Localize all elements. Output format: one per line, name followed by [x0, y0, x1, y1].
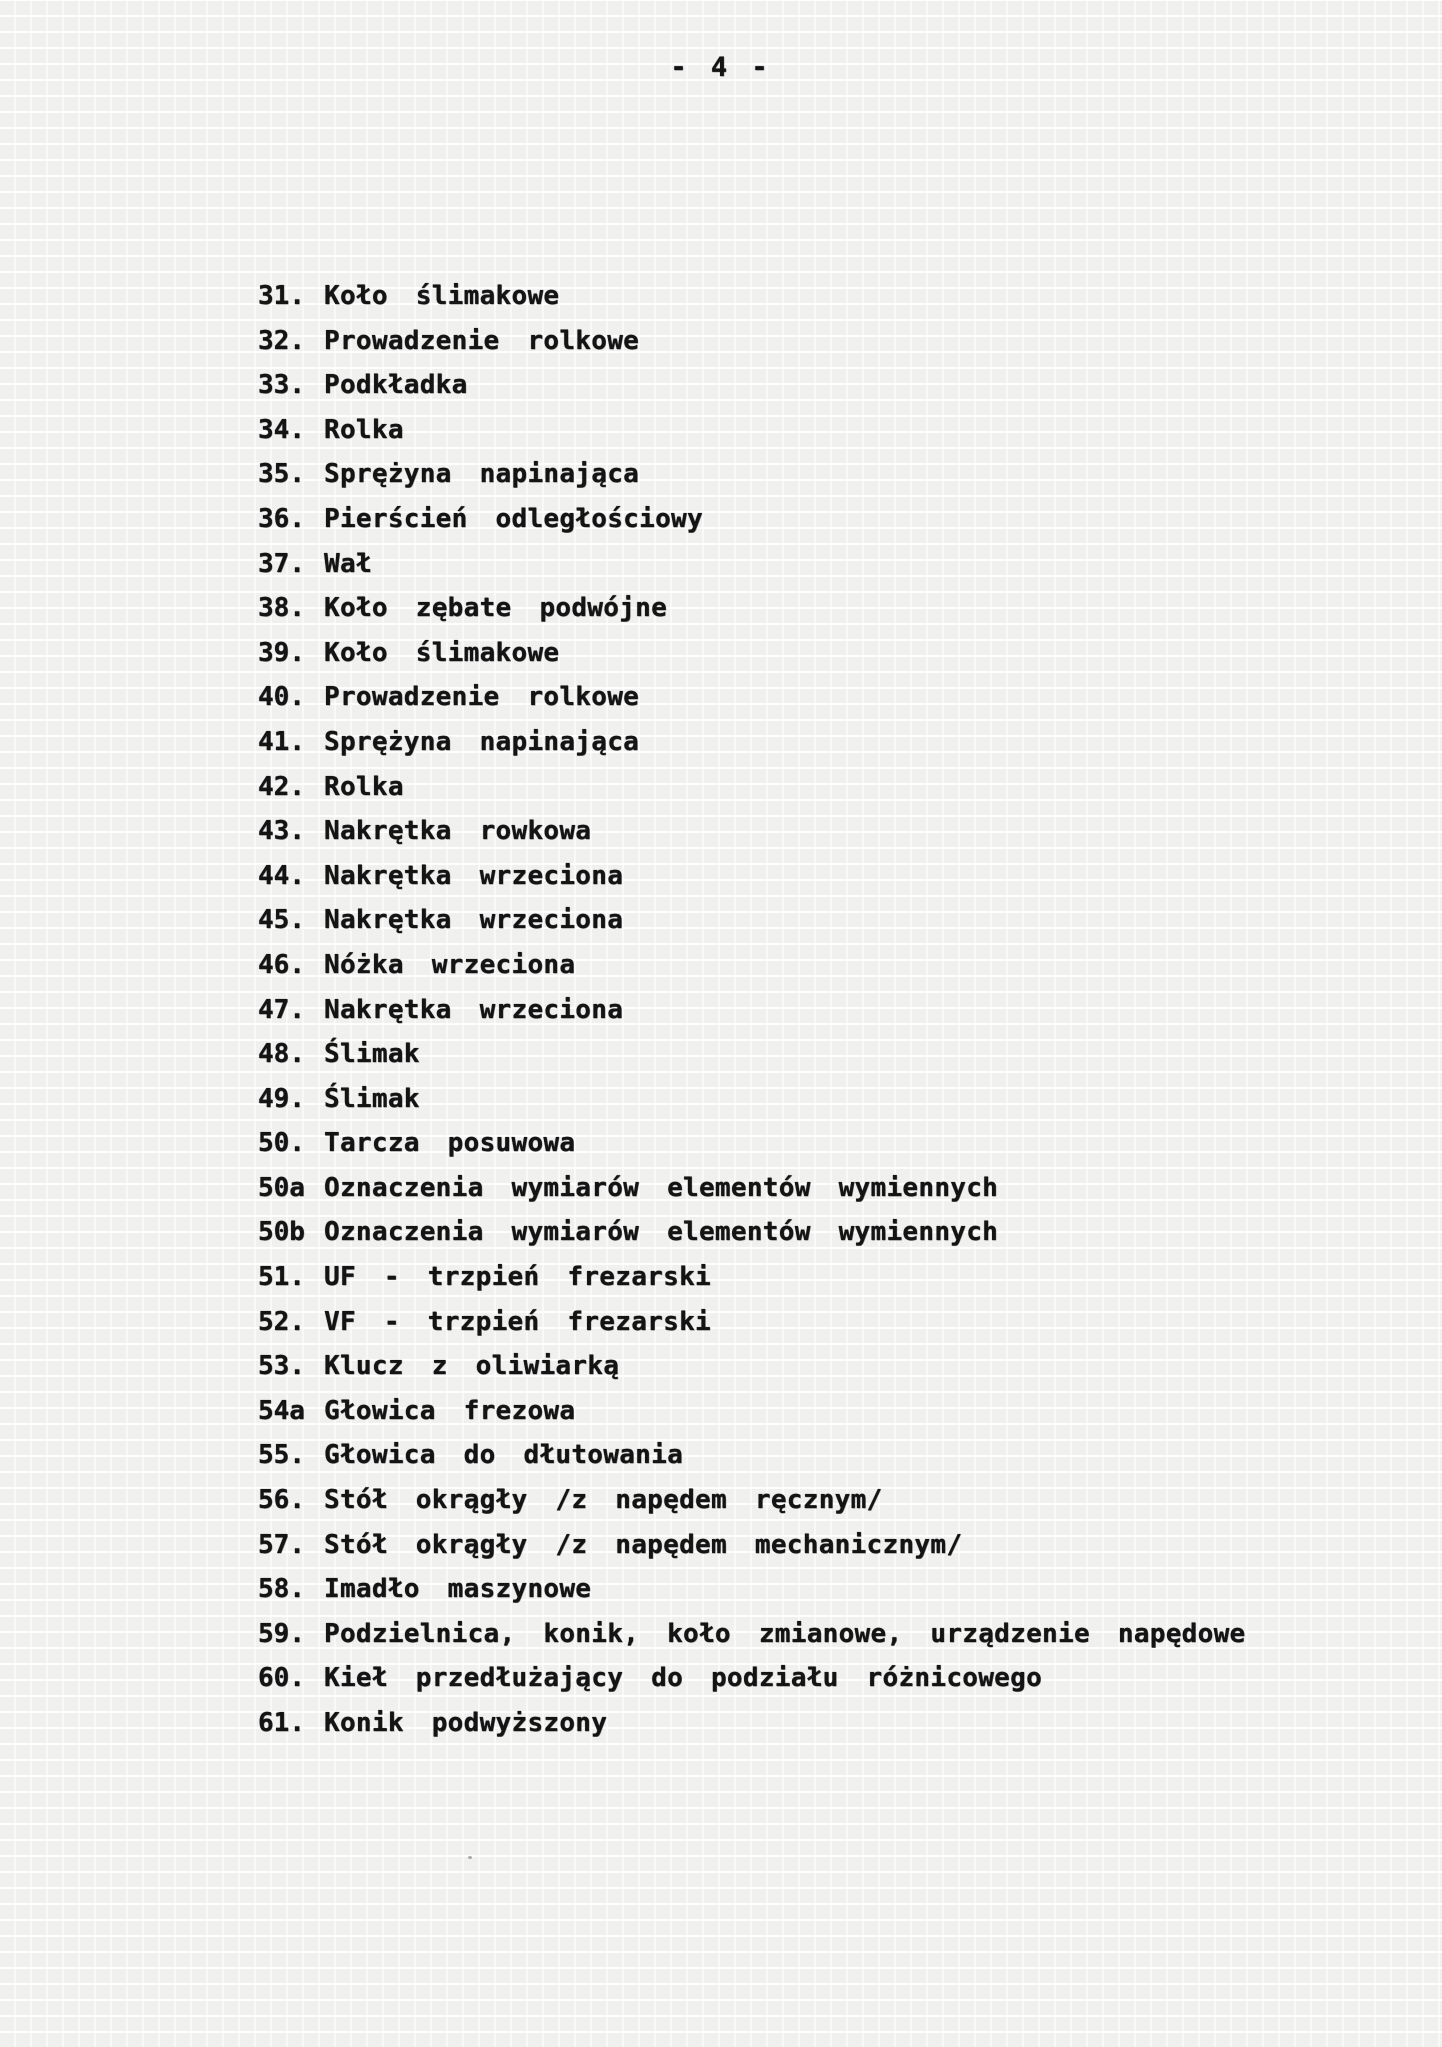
list-item: [258, 319, 1358, 364]
list-item: [258, 898, 1358, 943]
item-label: Imadło maszynowe: [324, 1574, 592, 1605]
item-number: 39.: [258, 637, 305, 668]
item-label: Nakrętka wrzeciona: [324, 905, 624, 936]
item-number: 38.: [258, 593, 305, 624]
list-item: [258, 1210, 1358, 1255]
list-item: [258, 1255, 1358, 1300]
item-label: Tarcza posuwowa: [324, 1128, 576, 1159]
list-item: [258, 765, 1358, 810]
list-item: [258, 1567, 1358, 1612]
list-item: [258, 586, 1358, 631]
item-label: Oznaczenia wymiarów elementów wymiennych: [324, 1217, 999, 1248]
item-label: Rolka: [324, 414, 404, 445]
item-number: 37.: [258, 548, 305, 579]
item-number: 36.: [258, 503, 305, 534]
item-label: Nóżka wrzeciona: [324, 949, 576, 980]
item-label: Koło ślimakowe: [324, 637, 560, 668]
item-number: 46.: [258, 949, 305, 980]
item-number: 59.: [258, 1618, 305, 1649]
item-number: 48.: [258, 1039, 305, 1070]
list-item: [258, 1166, 1358, 1211]
list-item: [258, 1300, 1358, 1345]
list-item: [258, 452, 1358, 497]
item-number: 47.: [258, 994, 305, 1025]
list-item: [258, 1344, 1358, 1389]
list-item: [258, 363, 1358, 408]
item-number: 50b: [258, 1217, 305, 1248]
item-number: 41.: [258, 726, 305, 757]
list-item: [258, 408, 1358, 453]
list-item: [258, 809, 1358, 854]
item-label: Podzielnica, konik, koło zmianowe, urządzenie napędowe: [324, 1618, 1246, 1649]
item-label: Nakrętka rowkowa: [324, 816, 592, 847]
item-label: Kieł przedłużający do podziału różnicowego: [324, 1663, 1043, 1694]
item-number: 33.: [258, 370, 305, 401]
item-label: Wał: [324, 548, 372, 579]
item-number: 52.: [258, 1306, 305, 1337]
item-label: Ślimak: [324, 1039, 420, 1070]
item-number: 50.: [258, 1128, 305, 1159]
item-number: 56.: [258, 1485, 305, 1516]
item-number: 53.: [258, 1351, 305, 1382]
item-number: 60.: [258, 1663, 305, 1694]
item-label: Klucz z oliwiarką: [324, 1351, 620, 1382]
item-number: 54a: [258, 1395, 305, 1426]
list-item: [258, 274, 1358, 319]
item-label: UF - trzpień frezarski: [324, 1262, 711, 1293]
page-number: - 4 -: [670, 52, 772, 83]
item-number: 50a: [258, 1172, 305, 1203]
list-item: [258, 1433, 1358, 1478]
list-item: [258, 1612, 1358, 1657]
item-label: Nakrętka wrzeciona: [324, 860, 624, 891]
item-number: 55.: [258, 1440, 305, 1471]
list-item: [258, 1077, 1358, 1122]
item-number: 43.: [258, 816, 305, 847]
list-item: [258, 675, 1358, 720]
item-label: Sprężyna napinająca: [324, 459, 640, 490]
item-label: Stół okrągły /z napędem ręcznym/: [324, 1485, 883, 1516]
list-item: [258, 1389, 1358, 1434]
item-label: Pierścień odległościowy: [324, 503, 703, 534]
list-item: [258, 1478, 1358, 1523]
item-label: VF - trzpień frezarski: [324, 1306, 711, 1337]
list-item: [258, 1701, 1358, 1746]
item-label: Ślimak: [324, 1083, 420, 1114]
item-label: Prowadzenie rolkowe: [324, 325, 640, 356]
item-number: 44.: [258, 860, 305, 891]
list-item: [258, 988, 1358, 1033]
list-item: [258, 943, 1358, 988]
list-item: [258, 854, 1358, 899]
item-number: 51.: [258, 1262, 305, 1293]
item-label: Sprężyna napinająca: [324, 726, 640, 757]
item-number: 34.: [258, 414, 305, 445]
item-label: Oznaczenia wymiarów elementów wymiennych: [324, 1172, 999, 1203]
item-number: 49.: [258, 1083, 305, 1114]
list-item: [258, 497, 1358, 542]
item-number: 61.: [258, 1708, 305, 1738]
list-item: [258, 631, 1358, 676]
list-item: [258, 1121, 1358, 1166]
item-number: 32.: [258, 325, 305, 356]
item-number: 40.: [258, 682, 305, 713]
item-number: 42.: [258, 771, 305, 802]
list-item: [258, 1523, 1358, 1568]
item-label: Koło zębate podwójne: [324, 593, 668, 624]
list-item: [258, 1656, 1358, 1701]
item-number: 58.: [258, 1574, 305, 1605]
list-item: [258, 720, 1358, 765]
item-label: Nakrętka wrzeciona: [324, 994, 624, 1025]
item-label: Głowica frezowa: [324, 1395, 576, 1426]
item-label: Koło ślimakowe: [324, 281, 560, 311]
item-number: 57.: [258, 1529, 305, 1560]
item-number: 45.: [258, 905, 305, 936]
item-label: Rolka: [324, 771, 404, 802]
item-number: 35.: [258, 459, 305, 490]
item-number: 31.: [258, 281, 305, 311]
scan-speck: [468, 1856, 472, 1859]
item-label: Konik podwyższony: [324, 1708, 608, 1738]
item-label: Prowadzenie rolkowe: [324, 682, 640, 713]
list-item: [258, 542, 1358, 587]
parts-list: [258, 274, 1358, 1746]
item-label: Głowica do dłutowania: [324, 1440, 684, 1471]
item-label: Podkładka: [324, 370, 468, 401]
item-label: Stół okrągły /z napędem mechanicznym/: [324, 1529, 963, 1560]
list-item: [258, 1032, 1358, 1077]
